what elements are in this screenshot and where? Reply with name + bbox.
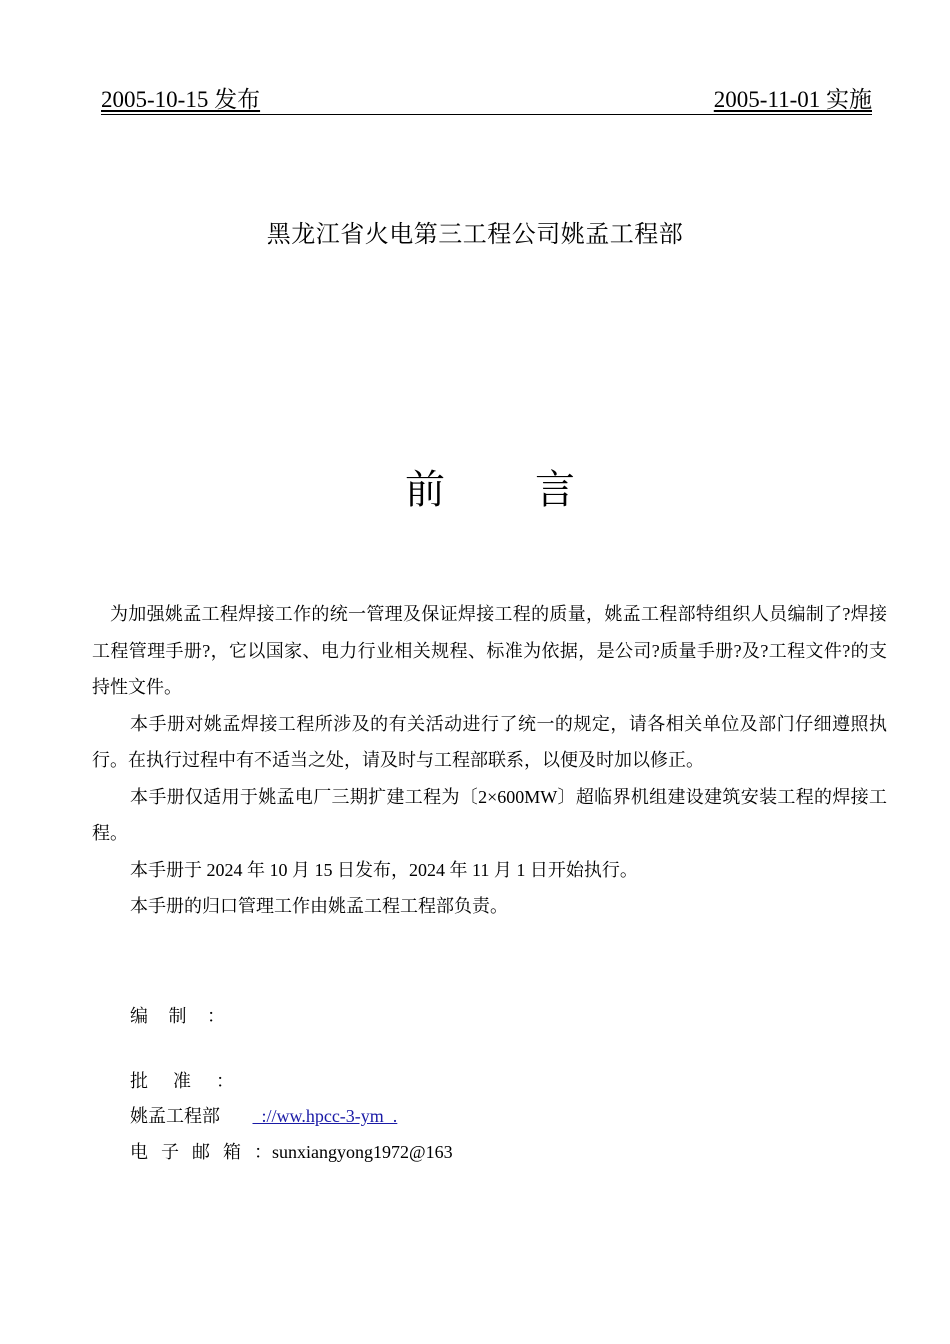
preface-title (405, 463, 575, 517)
preface-title-char-2: 言 (535, 467, 575, 512)
website-link[interactable]: ://ww.hpcc-3-ym . (252, 1106, 398, 1126)
preface-paragraph-1: 为加强姚孟工程焊接工作的统一管理及保证焊接工程的质量，姚孟工程部特组织人员编制了?焊接工程管理手册?，它以国家、电力行业相关规程、标准为依据，是公司?质量手册?及?工程文件?的支持性文件。 (92, 604, 887, 697)
preface-paragraph-5: 本手册的归口管理工作由姚孟工程工程部负责。 (130, 896, 508, 916)
preface-paragraph-3: 本手册仅适用于姚孟电厂三期扩建工程为〔2×600MW〕超临界机组建设建筑安装工程的焊接工程。 (92, 786, 887, 843)
preface-paragraph-2: 本手册对姚孟焊接工程所涉及的有关活动进行了统一的规定，请各相关单位及部门仔细遵照执行。在执行过程中有不适当之处，请及时与工程部联系，以便及时加以修正。 (92, 713, 887, 770)
implement-date: 2005-11-01 实施 (713, 87, 872, 112)
email-value: sunxiangyong1972@163 (272, 1142, 453, 1162)
organization-name: 黑龙江省火电第三工程公司姚孟工程部 (266, 222, 684, 248)
preface-body (92, 596, 887, 925)
release-header (101, 86, 872, 115)
website-row (130, 1104, 397, 1128)
compile-row (130, 1004, 225, 1028)
approve-row (130, 1069, 234, 1093)
approve-label: 批准： (130, 1071, 234, 1091)
email-label: 电子邮箱： (130, 1142, 272, 1162)
preface-title-char-1: 前 (405, 467, 445, 512)
email-row (130, 1140, 453, 1164)
site-label: 姚孟工程部 (130, 1106, 220, 1126)
publish-date: 2005-10-15 发布 (101, 87, 261, 112)
compile-label: 编制： (130, 1006, 225, 1026)
preface-paragraph-4: 本手册于 2024 年 10 月 15 日发布，2024 年 11 月 1 日开始执行。 (130, 859, 638, 880)
